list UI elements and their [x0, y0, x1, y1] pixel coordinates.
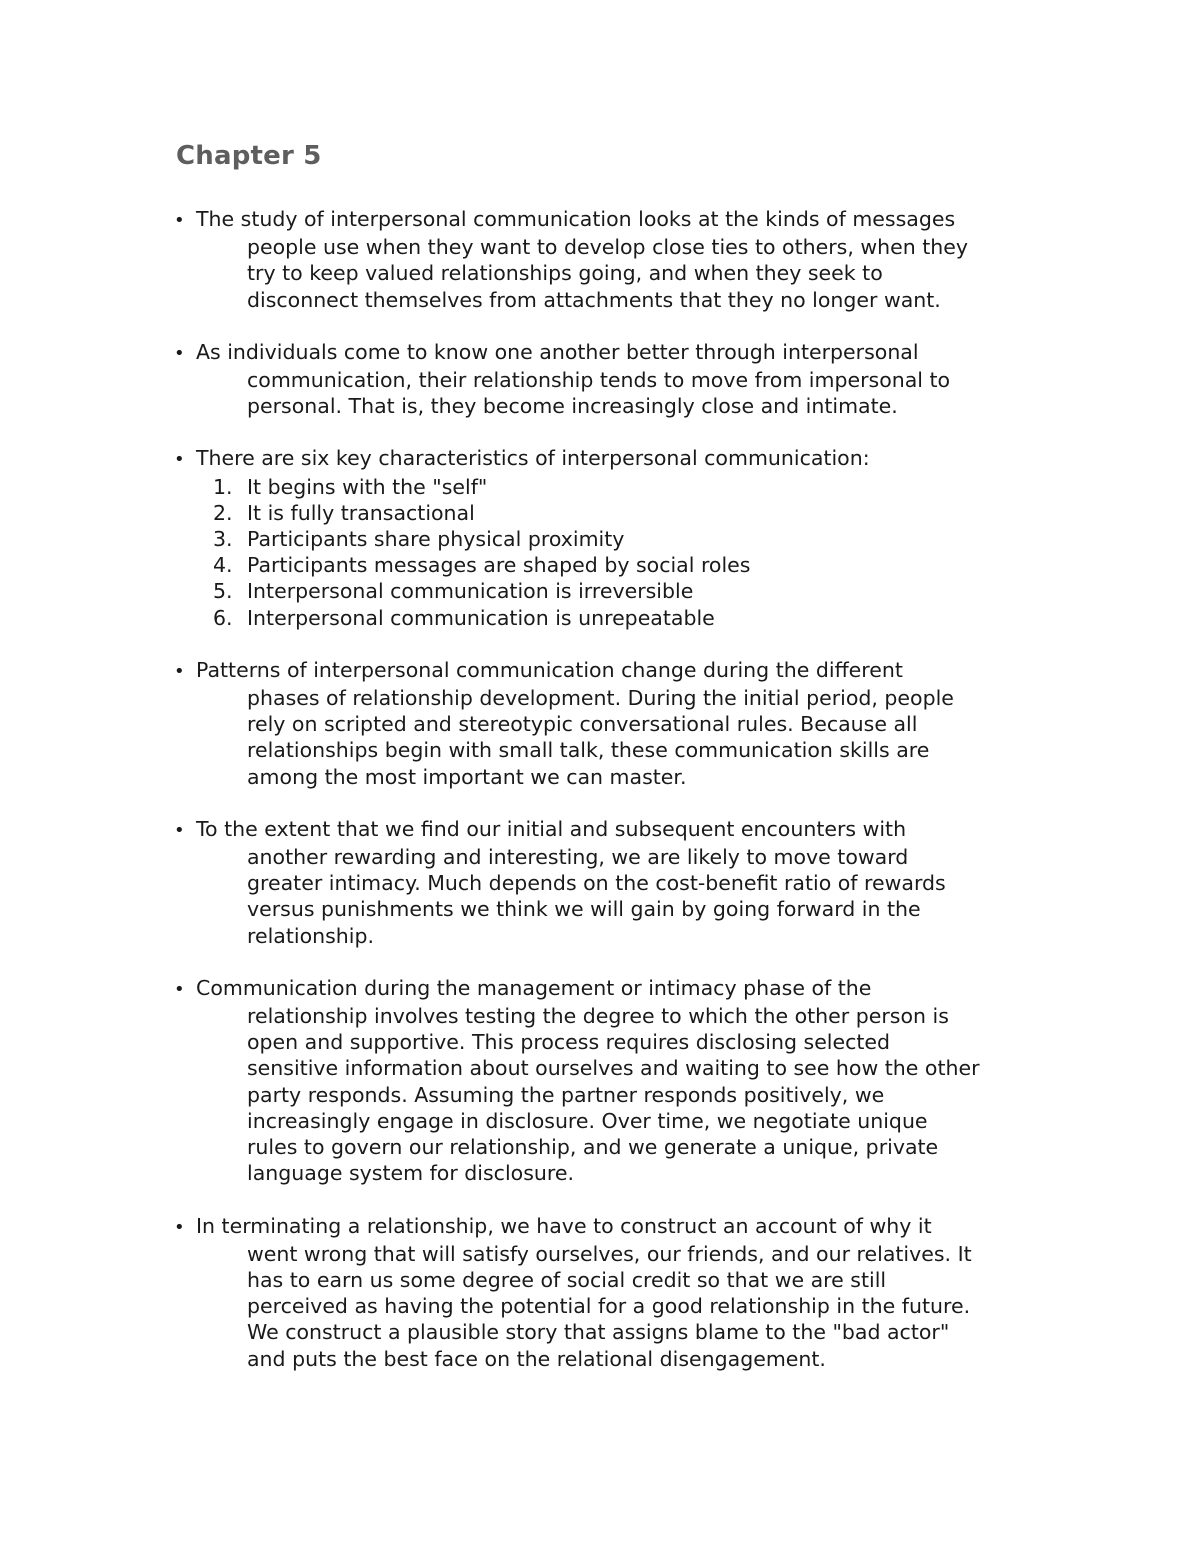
bullet-continuation-line: rely on scripted and stereotypic conversational rules. Because all	[247, 712, 918, 737]
numbered-list-item	[174, 605, 1074, 631]
bullet-item	[174, 1213, 1074, 1372]
list-number: 1.	[213, 474, 233, 499]
bullet-continuation-line: perceived as having the potential for a good relationship in the future.	[247, 1294, 971, 1319]
bullet-text: Patterns of interpersonal communication change during the different	[196, 657, 903, 682]
bullet-continuation-line: language system for disclosure.	[247, 1161, 574, 1186]
list-number: 2.	[213, 500, 233, 525]
list-item-text: Interpersonal communication is unrepeatable	[247, 605, 715, 630]
bullet-first-line	[174, 816, 1074, 844]
bullet-continuation-line: versus punishments we think we will gain by going forward in the	[247, 897, 921, 922]
bullet-continuation-line: rules to govern our relationship, and we generate a unique, private	[247, 1135, 939, 1160]
numbered-list-item	[174, 552, 1074, 578]
chapter-title: Chapter 5	[176, 141, 322, 171]
bullet-item	[174, 657, 1074, 790]
bullet-dot-icon: •	[174, 978, 185, 1000]
bullet-continuation-line: people use when they want to develop close ties to others, when they	[247, 235, 969, 260]
bullet-first-line	[174, 975, 1074, 1003]
bullet-continuation-line: and puts the best face on the relational disengagement.	[247, 1346, 826, 1371]
bullet-continuation-line: went wrong that will satisfy ourselves, our friends, and our relatives. It	[247, 1241, 972, 1266]
bullet-continuation-line: phases of relationship development. During the initial period, people	[247, 686, 954, 711]
numbered-list-item	[174, 474, 1074, 500]
list-number: 3.	[213, 527, 233, 552]
bullet-continuation-line: We construct a plausible story that assigns blame to the "bad actor"	[247, 1320, 950, 1345]
bullet-continuation-line: communication, their relationship tends to move from impersonal to	[247, 368, 951, 393]
bullet-continuation-line: increasingly engage in disclosure. Over time, we negotiate unique	[247, 1108, 928, 1133]
bullet-continuation-line: open and supportive. This process requires disclosing selected	[247, 1030, 891, 1055]
bullet-dot-icon: •	[174, 449, 185, 471]
bullet-dot-icon: •	[174, 1216, 185, 1238]
bullet-continuation-line: sensitive information about ourselves and waiting to see how the other	[247, 1056, 980, 1081]
bullet-continuation-line: has to earn us some degree of social credit so that we are still	[247, 1267, 887, 1292]
bullet-continuation-line: greater intimacy. Much depends on the cost-benefit ratio of rewards	[247, 871, 946, 896]
bullet-continuation-line: party responds. Assuming the partner responds positively, we	[247, 1082, 885, 1107]
bullet-continuation-line: relationship involves testing the degree to which the other person is	[247, 1004, 949, 1029]
bullet-first-line	[174, 339, 1074, 367]
bullet-dot-icon: •	[174, 660, 185, 682]
bullet-continuation-line: among the most important we can master.	[247, 764, 687, 789]
bullet-first-line	[174, 206, 1074, 234]
bullet-list	[174, 206, 1074, 1398]
numbered-list-item	[174, 578, 1074, 604]
bullet-item	[174, 816, 1074, 949]
list-item-text: It begins with the "self"	[247, 474, 488, 499]
bullet-first-line	[174, 1213, 1074, 1241]
numbered-list	[174, 474, 1074, 631]
bullet-continuation-line: disconnect themselves from attachments that they no longer want.	[247, 287, 941, 312]
bullet-continuation-line: try to keep valued relationships going, and when they seek to	[247, 261, 883, 286]
bullet-first-line	[174, 445, 1074, 473]
bullet-text: Communication during the management or intimacy phase of the	[196, 975, 872, 1000]
numbered-list-item	[174, 500, 1074, 526]
bullet-text: There are six key characteristics of interpersonal communication:	[196, 446, 870, 471]
list-item-text: It is fully transactional	[247, 500, 475, 525]
bullet-dot-icon: •	[174, 342, 185, 364]
list-number: 5.	[213, 579, 233, 604]
bullet-dot-icon: •	[174, 210, 185, 231]
bullet-item	[174, 206, 1074, 313]
bullet-continuation-line: personal. That is, they become increasingly close and intimate.	[247, 394, 898, 419]
bullet-text: As individuals come to know one another better through interpersonal	[196, 339, 919, 364]
bullet-continuation-line: relationships begin with small talk, these communication skills are	[247, 738, 930, 763]
list-item-text: Participants messages are shaped by social roles	[247, 553, 751, 578]
bullet-continuation-line: relationship.	[247, 923, 375, 948]
bullet-text: In terminating a relationship, we have to construct an account of why it	[196, 1213, 932, 1238]
bullet-text: To the extent that we find our initial and subsequent encounters with	[196, 816, 907, 841]
list-item-text: Interpersonal communication is irreversible	[247, 579, 694, 604]
bullet-item	[174, 445, 1074, 630]
numbered-list-item	[174, 526, 1074, 552]
list-number: 6.	[213, 605, 233, 630]
bullet-item	[174, 975, 1074, 1187]
bullet-continuation-line: another rewarding and interesting, we are likely to move toward	[247, 845, 909, 870]
bullet-item	[174, 339, 1074, 420]
list-item-text: Participants share physical proximity	[247, 527, 625, 552]
bullet-dot-icon: •	[174, 819, 185, 841]
list-number: 4.	[213, 553, 233, 578]
bullet-first-line	[174, 657, 1074, 685]
bullet-text: The study of interpersonal communication looks at the kinds of messages	[196, 207, 956, 231]
